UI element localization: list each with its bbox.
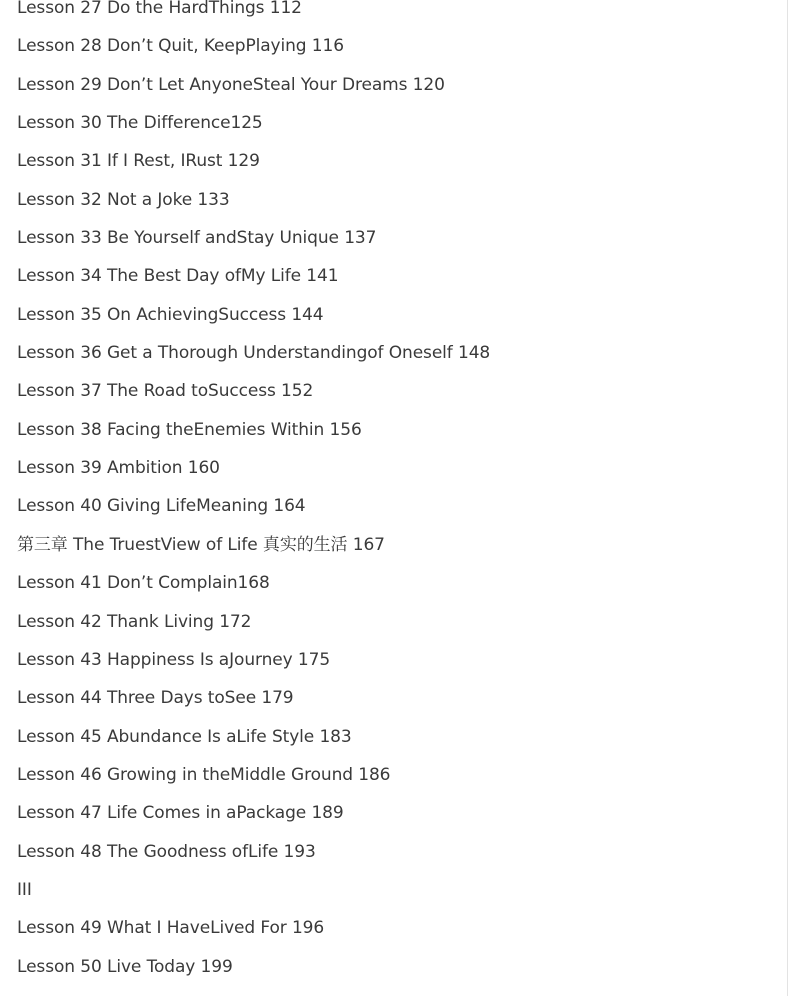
table-of-contents (17, 0, 490, 986)
toc-entry: Lesson 44 Three Days toSee 179 (17, 688, 294, 709)
toc-entry: Lesson 36 Get a Thorough Understandingof Oneself 148 (17, 343, 491, 364)
toc-entry: Lesson 34 The Best Day ofMy Life 141 (17, 266, 339, 287)
toc-entry: Lesson 38 Facing theEnemies Within 156 (17, 419, 362, 440)
toc-entry: III (17, 879, 32, 900)
toc-entry: Lesson 33 Be Yourself andStay Unique 137 (17, 228, 377, 249)
toc-entry: Lesson 31 If I Rest, IRust 129 (17, 151, 260, 172)
toc-entry: Lesson 32 Not a Joke 133 (17, 189, 230, 210)
toc-entry: Lesson 28 Don’t Quit, KeepPlaying 116 (17, 36, 344, 57)
toc-entry: 第三章 The TruestView of Life 真实的生活 167 (17, 534, 385, 555)
toc-entry: Lesson 49 What I HaveLived For 196 (17, 918, 325, 939)
toc-entry: Lesson 35 On AchievingSuccess 144 (17, 304, 324, 325)
toc-entry: Lesson 42 Thank Living 172 (17, 611, 252, 632)
toc-entry: Lesson 45 Abundance Is aLife Style 183 (17, 726, 352, 747)
toc-entry: Lesson 27 Do the HardThings 112 (17, 0, 302, 18)
toc-entry: Lesson 40 Giving LifeMeaning 164 (17, 496, 306, 517)
toc-entry: Lesson 47 Life Comes in aPackage 189 (17, 803, 344, 824)
toc-entry: Lesson 37 The Road toSuccess 152 (17, 381, 314, 402)
toc-entry: Lesson 41 Don’t Complain168 (17, 573, 270, 594)
toc-entry: Lesson 30 The Difference125 (17, 113, 263, 134)
toc-entry: Lesson 48 The Goodness ofLife 193 (17, 841, 316, 862)
toc-entry: Lesson 39 Ambition 160 (17, 458, 220, 479)
toc-entry: Lesson 46 Growing in theMiddle Ground 186 (17, 764, 391, 785)
toc-entry: Lesson 50 Live Today 199 (17, 956, 233, 977)
toc-entry: Lesson 43 Happiness Is aJourney 175 (17, 649, 331, 670)
toc-entry: Lesson 29 Don’t Let AnyoneSteal Your Dreams 120 (17, 74, 445, 95)
